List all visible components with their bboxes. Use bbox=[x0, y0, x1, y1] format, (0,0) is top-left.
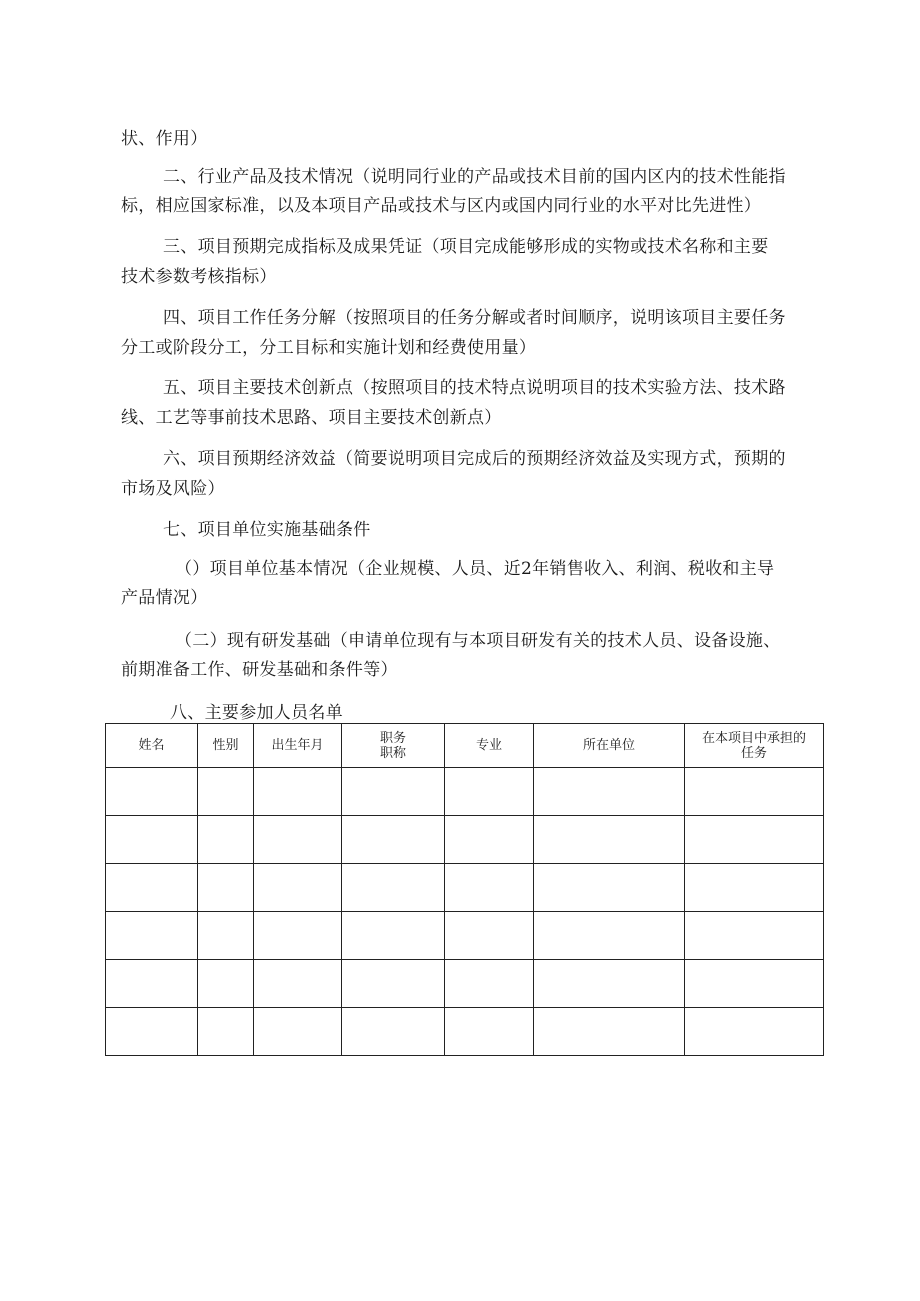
table-cell-birth[interactable] bbox=[254, 768, 342, 816]
paragraph-line: 前期准备工作、研发基础和条件等） bbox=[121, 660, 398, 680]
header-birth: 出生年月 bbox=[254, 724, 342, 768]
paragraph-line: 六、项目预期经济效益（简要说明项目完成后的预期经济效益及实现方式，预期的 bbox=[163, 449, 786, 469]
table-cell-major[interactable] bbox=[445, 1008, 534, 1056]
table-cell-name[interactable] bbox=[106, 1008, 198, 1056]
staff-table-body bbox=[106, 768, 824, 1056]
table-cell-name[interactable] bbox=[106, 816, 198, 864]
section-heading: 八、主要参加人员名单 bbox=[170, 703, 343, 723]
table-cell-birth[interactable] bbox=[254, 912, 342, 960]
table-cell-title[interactable] bbox=[342, 960, 445, 1008]
table-cell-task[interactable] bbox=[685, 816, 824, 864]
table-row bbox=[106, 816, 824, 864]
table-row bbox=[106, 912, 824, 960]
table-cell-gender[interactable] bbox=[198, 864, 254, 912]
header-major: 专业 bbox=[445, 724, 534, 768]
table-cell-birth[interactable] bbox=[254, 816, 342, 864]
table-row bbox=[106, 1008, 824, 1056]
section-heading: 七、项目单位实施基础条件 bbox=[163, 520, 371, 540]
table-row bbox=[106, 960, 824, 1008]
table-header-row bbox=[106, 724, 824, 768]
table-cell-unit[interactable] bbox=[534, 816, 685, 864]
table-cell-gender[interactable] bbox=[198, 1008, 254, 1056]
table-cell-title[interactable] bbox=[342, 1008, 445, 1056]
paragraph-line: 分工或阶段分工，分工目标和实施计划和经费使用量） bbox=[121, 338, 537, 358]
table-cell-title[interactable] bbox=[342, 768, 445, 816]
paragraph-line: 三、项目预期完成指标及成果凭证（项目完成能够形成的实物或技术名称和主要 bbox=[163, 237, 769, 257]
header-title bbox=[342, 724, 445, 768]
header-title-line: 职称 bbox=[379, 745, 406, 761]
table-cell-task[interactable] bbox=[685, 864, 824, 912]
table-cell-major[interactable] bbox=[445, 768, 534, 816]
table-cell-birth[interactable] bbox=[254, 864, 342, 912]
header-task bbox=[685, 724, 824, 768]
paragraph-line: 线、工艺等事前技术思路、项目主要技术创新点） bbox=[121, 408, 502, 428]
table-cell-gender[interactable] bbox=[198, 768, 254, 816]
table-cell-title[interactable] bbox=[342, 864, 445, 912]
table-cell-unit[interactable] bbox=[534, 1008, 685, 1056]
header-unit: 所在单位 bbox=[534, 724, 685, 768]
paragraph-line: 状、作用） bbox=[121, 129, 208, 149]
paragraph-line: 标，相应国家标准，以及本项目产品或技术与区内或国内同行业的水平对比先进性） bbox=[121, 196, 762, 216]
paragraph-line: （）项目单位基本情况（企业规模、人员、近2年销售收入、利润、税收和主导 bbox=[175, 559, 775, 579]
table-cell-unit[interactable] bbox=[534, 768, 685, 816]
header-gender: 性别 bbox=[198, 724, 254, 768]
paragraph-line: 技术参数考核指标） bbox=[121, 267, 277, 287]
table-row bbox=[106, 768, 824, 816]
paragraph-line: 产品情况） bbox=[121, 588, 208, 608]
paragraph-line: 二、行业产品及技术情况（说明同行业的产品或技术目前的国内区内的技术性能指 bbox=[163, 167, 786, 187]
table-cell-task[interactable] bbox=[685, 768, 824, 816]
table-cell-task[interactable] bbox=[685, 912, 824, 960]
table-cell-title[interactable] bbox=[342, 816, 445, 864]
table-cell-name[interactable] bbox=[106, 864, 198, 912]
paragraph-line: 市场及风险） bbox=[121, 479, 225, 499]
table-cell-title[interactable] bbox=[342, 912, 445, 960]
header-task-line: 在本项目中承担的 bbox=[701, 730, 806, 746]
table-cell-name[interactable] bbox=[106, 768, 198, 816]
table-cell-gender[interactable] bbox=[198, 960, 254, 1008]
table-cell-task[interactable] bbox=[685, 960, 824, 1008]
table-cell-gender[interactable] bbox=[198, 912, 254, 960]
table-cell-unit[interactable] bbox=[534, 912, 685, 960]
staff-table bbox=[105, 723, 824, 1056]
table-cell-name[interactable] bbox=[106, 912, 198, 960]
table-cell-unit[interactable] bbox=[534, 960, 685, 1008]
table-cell-birth[interactable] bbox=[254, 1008, 342, 1056]
table-cell-major[interactable] bbox=[445, 912, 534, 960]
table-cell-birth[interactable] bbox=[254, 960, 342, 1008]
paragraph-line: （二）现有研发基础（申请单位现有与本项目研发有关的技术人员、设备设施、 bbox=[175, 631, 781, 651]
table-cell-major[interactable] bbox=[445, 816, 534, 864]
header-name: 姓名 bbox=[106, 724, 198, 768]
header-title-line: 职务 bbox=[379, 730, 406, 746]
table-cell-gender[interactable] bbox=[198, 816, 254, 864]
header-task-line: 任务 bbox=[740, 745, 767, 761]
table-cell-unit[interactable] bbox=[534, 864, 685, 912]
table-cell-major[interactable] bbox=[445, 960, 534, 1008]
paragraph-line: 四、项目工作任务分解（按照项目的任务分解或者时间顺序，说明该项目主要任务 bbox=[163, 308, 786, 328]
paragraph-line: 五、项目主要技术创新点（按照项目的技术特点说明项目的技术实验方法、技术路 bbox=[163, 378, 786, 398]
table-cell-major[interactable] bbox=[445, 864, 534, 912]
table-cell-task[interactable] bbox=[685, 1008, 824, 1056]
table-cell-name[interactable] bbox=[106, 960, 198, 1008]
table-row bbox=[106, 864, 824, 912]
